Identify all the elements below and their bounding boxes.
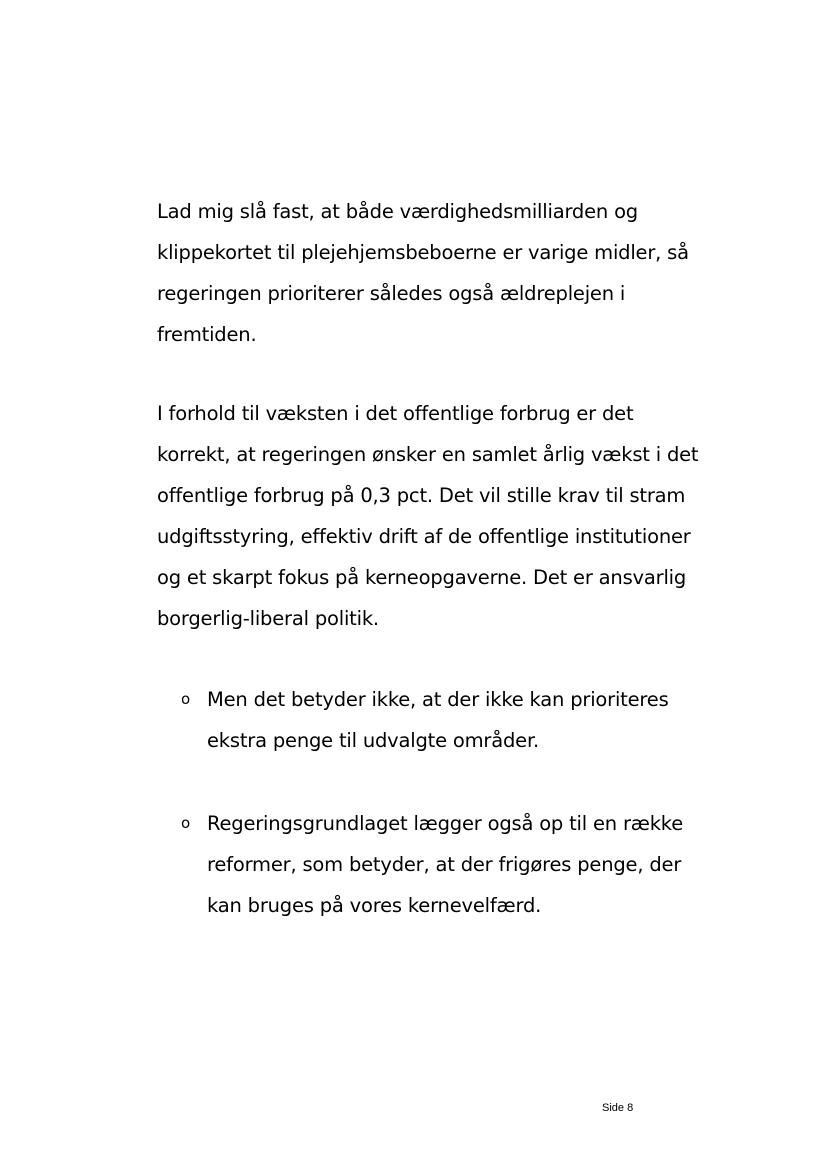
paragraph-line: fremtiden. bbox=[157, 323, 257, 346]
paragraph-line: offentlige forbrug på 0,3 pct. Det vil stille krav til stram bbox=[157, 484, 686, 507]
page-number: Side 8 bbox=[602, 1102, 634, 1114]
bullet-line: reformer, som betyder, at der frigøres penge, der bbox=[207, 853, 682, 876]
paragraph-line: korrekt, at regeringen ønsker en samlet årlig vækst i det bbox=[157, 443, 699, 466]
paragraph-line: udgiftsstyring, effektiv drift af de offentlige institutioner bbox=[157, 525, 691, 548]
bullet-marker: o bbox=[181, 814, 190, 832]
paragraph-line: klippekortet til plejehjemsbeboerne er varige midler, så bbox=[157, 241, 689, 264]
bullet-marker: o bbox=[181, 690, 190, 708]
paragraph-line: I forhold til væksten i det offentlige forbrug er det bbox=[157, 402, 634, 425]
paragraph-line: og et skarpt fokus på kerneopgaverne. Det er ansvarlig bbox=[157, 566, 687, 589]
bullet-line: Men det betyder ikke, at der ikke kan prioriteres bbox=[207, 688, 669, 711]
bullet-line: kan bruges på vores kernevelfærd. bbox=[207, 894, 542, 917]
paragraph-2 bbox=[157, 393, 699, 639]
paragraph-line: borgerlig-liberal politik. bbox=[157, 607, 379, 630]
paragraph-line: Lad mig slå fast, at både værdighedsmilliarden og bbox=[157, 200, 638, 223]
paragraph-line: regeringen prioriterer således også ældreplejen i bbox=[157, 282, 626, 305]
paragraph-1 bbox=[157, 191, 689, 355]
bullet-text bbox=[207, 803, 683, 926]
bullet-text bbox=[207, 679, 669, 761]
bullet-line: ekstra penge til udvalgte områder. bbox=[207, 729, 540, 752]
bullet-line: Regeringsgrundlaget lægger også op til en række bbox=[207, 812, 683, 835]
